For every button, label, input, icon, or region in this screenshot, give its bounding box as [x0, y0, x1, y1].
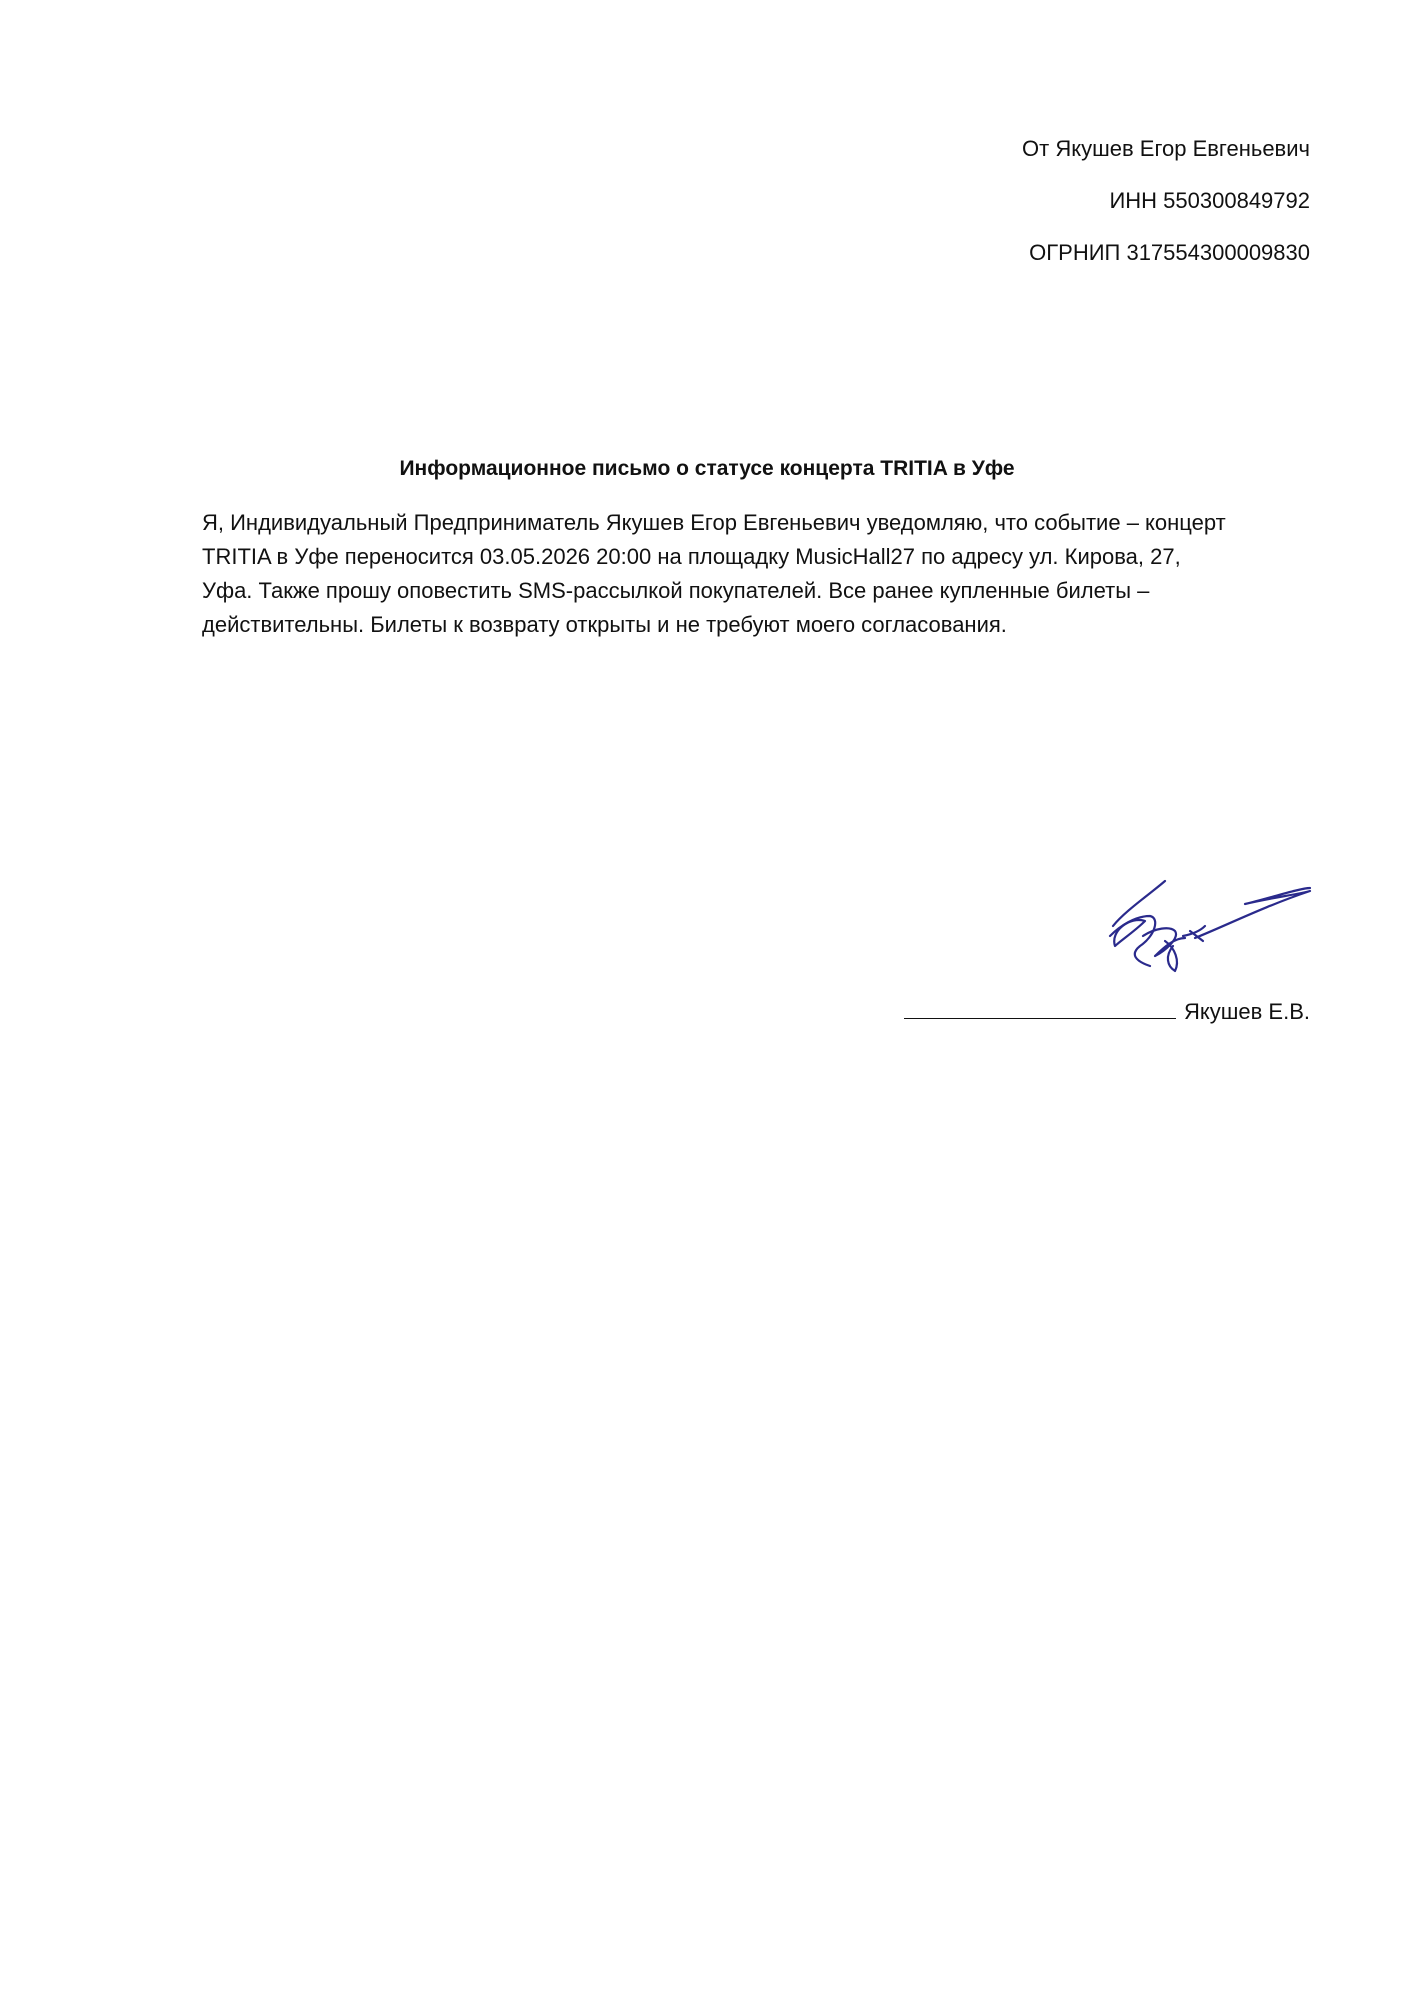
signature-line [904, 998, 1310, 1026]
body-line-1: Я, Индивидуальный Предприниматель Якушев Егор Евгеньевич уведомляю, что событие – концерт [202, 510, 1226, 535]
body-line-4: действительны. Билеты к возврату открыты и не требуют моего согласования. [202, 612, 1007, 637]
letter-body [202, 506, 1226, 642]
signature-strokes [1110, 881, 1310, 971]
signer-name: Якушев Е.В. [1183, 999, 1310, 1024]
letter-title: Информационное письмо о статусе концерта TRITIA в Уфе [399, 457, 1015, 480]
body-line-3: Уфа. Также прошу оповестить SMS-рассылкой покупателей. Все ранее купленные билеты – [202, 578, 1150, 603]
signature-underline [904, 998, 1176, 1019]
sender-inn: ИНН 550300849792 [1109, 188, 1310, 213]
handwritten-signature [1095, 876, 1315, 976]
body-line-2: TRITIA в Уфе переносится 03.05.2026 20:00 на площадку MusicHall27 по адресу ул. Кирова, 27, [202, 544, 1181, 569]
sender-ogrnip: ОГРНИП 317554300009830 [1029, 240, 1310, 265]
sender-name: От Якушев Егор Евгеньевич [1022, 136, 1310, 161]
sender-block [1022, 136, 1310, 292]
